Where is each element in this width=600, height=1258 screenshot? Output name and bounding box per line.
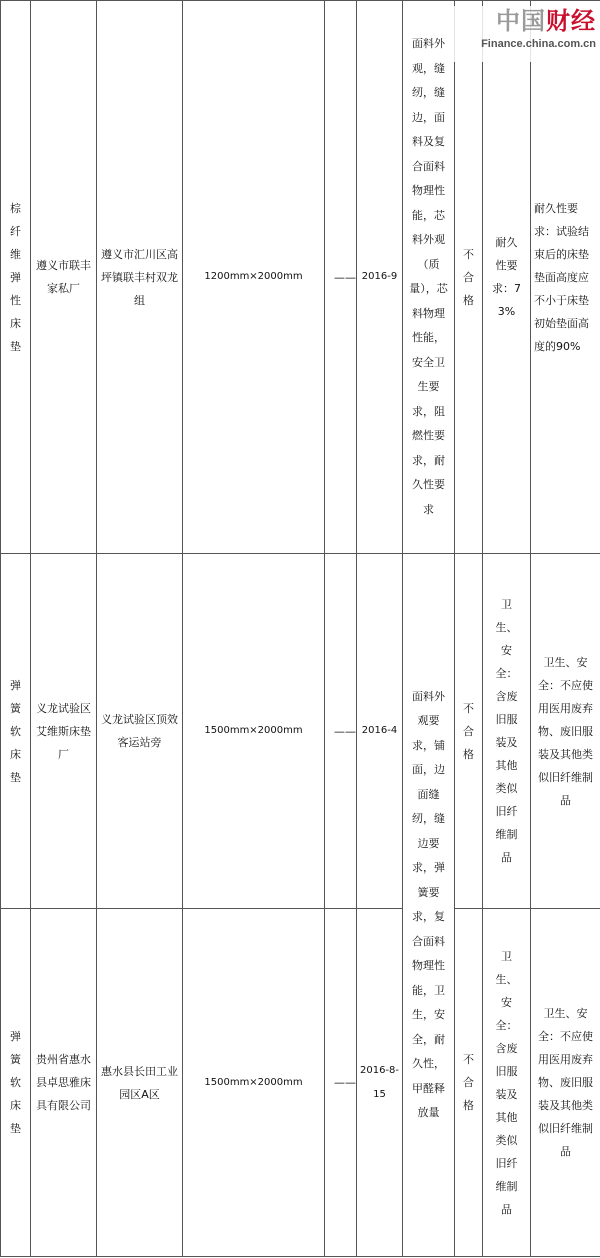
product-name: 弹簧软床垫: [1, 909, 31, 1257]
standard-requirement: 耐久性要求：试验结束后的床垫垫面高度应不小于床垫初始垫面高度的90%: [531, 1, 600, 554]
inspection-items: 面料外观，缝纫，缝边，面料及复合面料物理性能，芯料外观（质量），芯料物理性能，安全卫生要求，阻燃性要求，耐久性要求: [403, 1, 455, 554]
brand: ——: [325, 909, 357, 1257]
production-date: 2016-4: [357, 554, 403, 909]
spec: 1200mm×2000mm: [183, 1, 325, 554]
failed-item: 卫生、安全：含废旧服装及其他类似旧纤维制品: [483, 554, 531, 909]
table-row: [1, 909, 600, 1257]
company-name: 义龙试验区艾维斯床垫厂: [31, 554, 97, 909]
company-address: 惠水县长田工业园区A区: [97, 909, 183, 1257]
inspection-result: 不合格: [455, 1, 483, 554]
company-address: 遵义市汇川区高坪镇联丰村双龙组: [97, 1, 183, 554]
spec: 1500mm×2000mm: [183, 554, 325, 909]
standard-requirement: 卫生、安全：不应使用医用废弃物、废旧服装及其他类似旧纤维制品: [531, 554, 600, 909]
product-name: 棕纤维弹性床垫: [1, 1, 31, 554]
logo-caijing: 财经: [546, 7, 596, 35]
company-name: 贵州省惠水县卓思雅床具有限公司: [31, 909, 97, 1257]
brand: ——: [325, 1, 357, 554]
production-date: 2016-9: [357, 1, 403, 554]
brand: ——: [325, 554, 357, 909]
china-finance-logo: [446, 6, 596, 62]
logo-title: [446, 6, 596, 36]
inspection-result: 不合格: [455, 909, 483, 1257]
product-name: 弹簧软床垫: [1, 554, 31, 909]
company-address: 义龙试验区顶效客运站旁: [97, 554, 183, 909]
failed-item: 卫生、安全：含废旧服装及其他类似旧纤维制品: [483, 909, 531, 1257]
spec: 1500mm×2000mm: [183, 909, 325, 1257]
logo-zhongguo: 中国: [496, 7, 546, 35]
table-row: [1, 554, 600, 909]
inspection-result: 不合格: [455, 554, 483, 909]
company-name: 遵义市联丰家私厂: [31, 1, 97, 554]
logo-url: Finance.china.com.cn: [481, 38, 596, 50]
production-date: 2016-8-15: [357, 909, 403, 1257]
inspection-items: 面料外观要求，铺面，边面缝纫，缝边要求，弹簧要求，复合面料物理性能，卫生，安全，耐久性，甲醛释放量: [403, 554, 455, 1257]
standard-requirement: 卫生、安全：不应使用医用废弃物、废旧服装及其他类似旧纤维制品: [531, 909, 600, 1257]
table-row: [1, 1, 600, 554]
failed-item: 耐久性要求：73%: [483, 1, 531, 554]
